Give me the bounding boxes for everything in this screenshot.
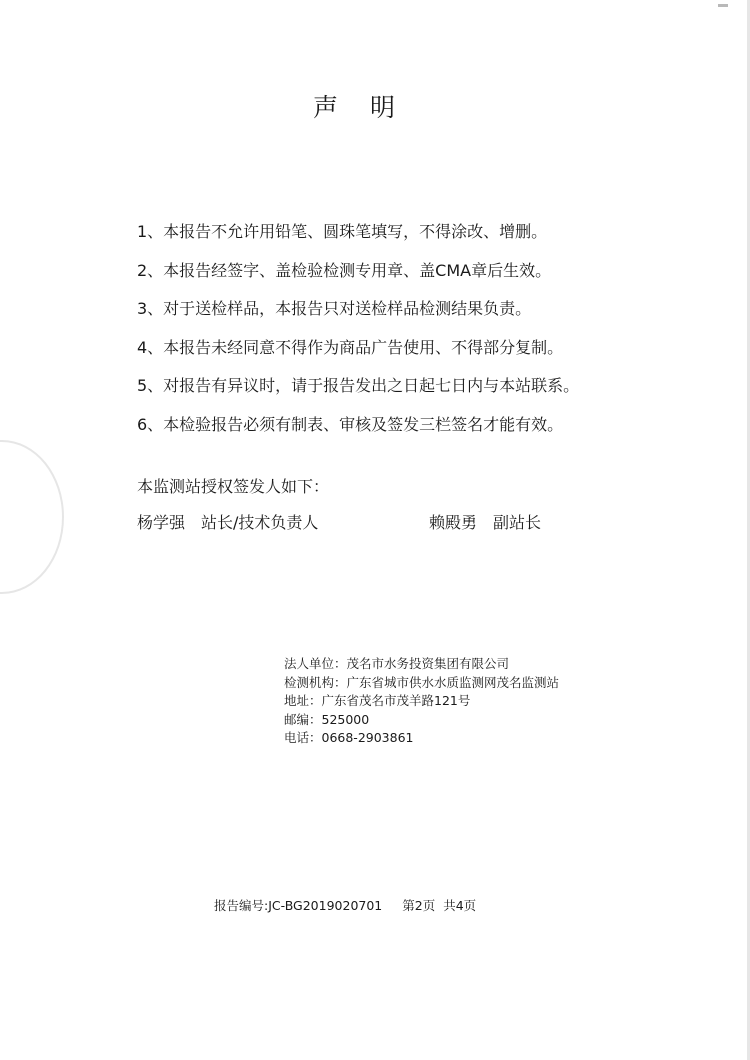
page-total: 共4页: [443, 898, 477, 913]
statement-item: 1、本报告不允许用铅笔、圆珠笔填写，不得涂改、增删。: [137, 222, 548, 241]
signatory-role: 副站长: [493, 513, 542, 532]
statement-item: 3、对于送检样品，本报告只对送检样品检测结果负责。: [137, 299, 532, 318]
statement-item: 2、本报告经签字、盖检验检测专用章、盖CMA章后生效。: [137, 260, 552, 280]
postcode: 邮编：525000: [284, 711, 370, 727]
signatory-role: 站长/技术负责人: [201, 513, 319, 532]
signatory-name: 杨学强: [137, 513, 186, 532]
signatory-1: [137, 510, 318, 533]
faded-stamp-mark: [0, 440, 64, 594]
contact-block: [284, 655, 559, 748]
page-number: 第2页: [402, 898, 436, 913]
signatory-name: 赖殿勇: [429, 513, 478, 532]
legal-entity: 法人单位：茂名市水务投资集团有限公司: [284, 656, 510, 671]
signatory-2: [429, 510, 541, 533]
scan-speck: [718, 4, 728, 7]
statement-item: 5、对报告有异议时，请于报告发出之日起七日内与本站联系。: [137, 376, 580, 395]
phone: 电话：0668-2903861: [284, 730, 414, 745]
statement-item: 4、本报告未经同意不得作为商品广告使用、不得部分复制。: [137, 337, 564, 357]
testing-agency: 检测机构：广东省城市供水水质监测网茂名监测站: [284, 674, 560, 690]
statement-list: [137, 222, 579, 453]
signatory-heading: 本监测站授权签发人如下：: [137, 477, 330, 496]
page-title: 声 明: [313, 93, 407, 122]
page-footer: [214, 896, 476, 914]
statement-item: 6、本检验报告必须有制表、审核及签发三栏签名才能有效。: [137, 414, 564, 434]
report-number: 报告编号:JC-BG2019020701: [214, 898, 383, 913]
address: 地址：广东省茂名市茂羊路121号: [284, 693, 471, 708]
